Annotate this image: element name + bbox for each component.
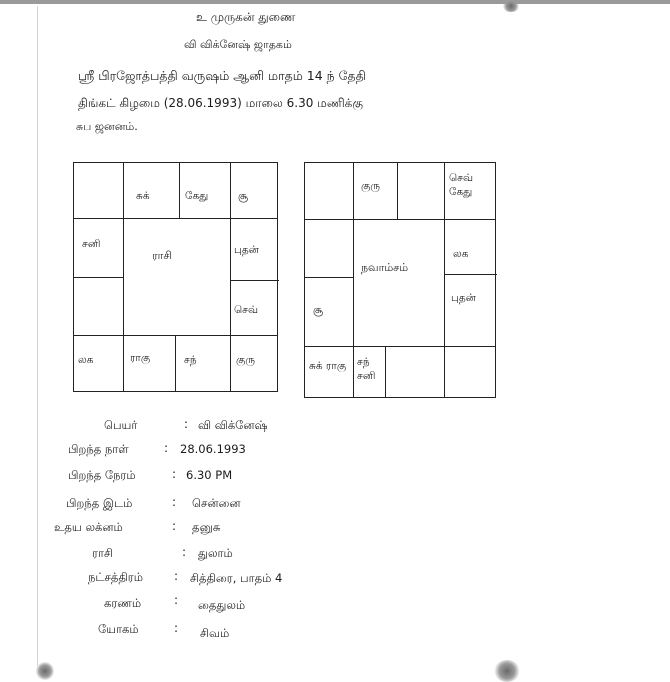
detail-value-name: வி விக்னேஷ் bbox=[198, 418, 268, 432]
detail-label-birth-place: பிறந்த இடம் bbox=[66, 496, 133, 510]
detail-separator: : bbox=[172, 495, 177, 509]
scan-top-edge bbox=[0, 0, 670, 4]
detail-separator: : bbox=[182, 545, 187, 559]
rasi-house-libra: சந் bbox=[184, 354, 197, 366]
rasi-house-virgo: குரு bbox=[236, 354, 256, 366]
birth-year-line: ஸ்ரீ பிரஜோத்பத்தி வருஷம் ஆனி மாதம் 14 ந் தேதி bbox=[78, 68, 366, 83]
scan-smudge-bottom-right bbox=[494, 660, 520, 682]
birth-day-line: திங்கட் கிழமை (28.06.1993) மாலை 6.30 மணிக்கு bbox=[78, 96, 363, 110]
detail-separator: : bbox=[174, 593, 179, 607]
detail-label-name: பெயர் bbox=[104, 418, 138, 432]
detail-separator: : bbox=[174, 621, 179, 635]
detail-separator: : bbox=[172, 519, 177, 533]
navamsa-house-aries: குரு bbox=[361, 180, 381, 192]
detail-value-birth-date: 28.06.1993 bbox=[180, 442, 246, 456]
rasi-house-cancer: புதன் bbox=[234, 244, 259, 256]
detail-label-rasi: ராசி bbox=[92, 546, 113, 560]
rasi-chart bbox=[73, 162, 278, 392]
detail-separator: : bbox=[184, 417, 189, 431]
rasi-house-aquarius: சனி bbox=[82, 238, 101, 250]
detail-label-yogam: யோகம் bbox=[98, 622, 139, 636]
detail-label-star: நட்சத்திரம் bbox=[88, 570, 144, 584]
navamsa-house-cancer: லக bbox=[453, 248, 469, 260]
rasi-house-leo: செவ் bbox=[234, 304, 259, 316]
rasi-chart-title: ராசி bbox=[152, 249, 173, 262]
detail-value-birth-place: சென்னை bbox=[192, 496, 241, 510]
horoscope-title: வி விக்னேஷ் ஜாதகம் bbox=[184, 38, 292, 51]
navamsa-house-gemini: செவ் கேது bbox=[449, 172, 474, 198]
rasi-house-aries: சுக் bbox=[136, 190, 150, 202]
rasi-house-gemini: சூ bbox=[238, 190, 249, 202]
rasi-house-sagittarius: லக bbox=[78, 354, 94, 366]
detail-value-star: சித்திரை, பாதம் 4 bbox=[190, 571, 283, 585]
rasi-house-taurus: கேது bbox=[185, 190, 209, 202]
detail-value-rasi: துலாம் bbox=[198, 546, 233, 560]
detail-value-yogam: சிவம் bbox=[200, 626, 230, 640]
navamsa-house-scorpio: சந் சனி bbox=[357, 356, 376, 382]
detail-separator: : bbox=[164, 441, 169, 455]
navamsa-house-sagittarius: சுக் ராகு bbox=[309, 360, 347, 372]
navamsa-house-leo: புதன் bbox=[451, 292, 476, 304]
birth-note-line: சுப ஜனனம். bbox=[76, 120, 138, 133]
detail-label-birth-time: பிறந்த நேரம் bbox=[68, 468, 136, 482]
scan-left-margin bbox=[37, 6, 38, 666]
detail-separator: : bbox=[174, 569, 179, 583]
navamsa-house-capricorn: சூ bbox=[313, 304, 324, 316]
rasi-house-scorpio: ராகு bbox=[130, 352, 151, 364]
detail-separator: : bbox=[172, 467, 177, 481]
detail-label-lagna: உதய லக்னம் bbox=[54, 520, 123, 534]
detail-value-karanam: தைதுலம் bbox=[198, 598, 246, 612]
detail-label-birth-date: பிறந்த நாள் bbox=[68, 442, 129, 456]
navamsa-chart bbox=[304, 162, 496, 398]
detail-value-birth-time: 6.30 PM bbox=[186, 468, 233, 482]
scan-smudge-top-right bbox=[502, 0, 520, 12]
scan-smudge-bottom-left bbox=[36, 662, 54, 680]
detail-value-lagna: தனுசு bbox=[192, 520, 221, 534]
navamsa-chart-title: நவாம்சம் bbox=[361, 261, 409, 274]
detail-label-karanam: கரணம் bbox=[104, 596, 142, 610]
invocation-line: உ முருகன் துணை bbox=[196, 10, 296, 24]
